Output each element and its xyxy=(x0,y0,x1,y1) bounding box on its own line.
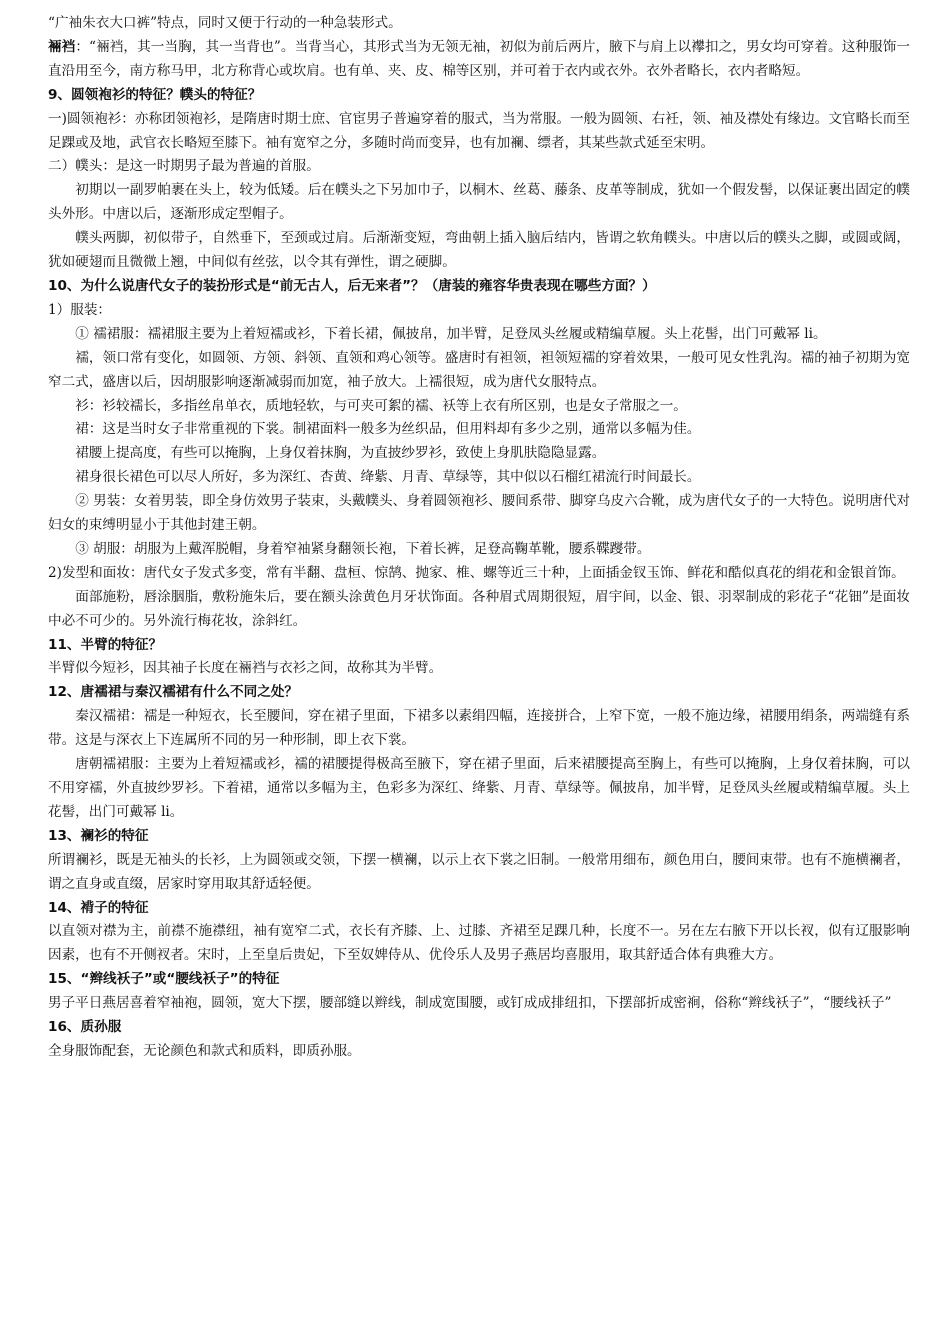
paragraph-9a: 一)圆领袍衫：亦称团领袍衫，是隋唐时期士庶、官宦男子普遍穿着的服式，当为常服。一般为圆领、右衽，领、袖及襟处有缘边。文官略长而至足踝或及地，武官衣长略短至膝下。袖有宽窄之分，多随时尚而变异，也有加襕、缥者，其某些款式延至宋明。 xyxy=(48,110,910,151)
paragraph-9d: 幞头两脚，初似带子，自然垂下，至颈或过肩。后渐渐变短，弯曲朝上插入脑后结内，皆谓之软角幞头。中唐以后的幞头之脚，或圆或阔，犹如硬翅而且微微上翘，中间似有丝弦，以令其有弹性，谓之硬脚。 xyxy=(48,230,910,271)
term-liangdang: 裲裆 xyxy=(48,38,76,55)
paragraph-11: 半臂似今短衫，因其袖子长度在裲裆与衣衫之间，故称其为半臂。 xyxy=(48,660,443,677)
paragraph-intro: “广袖朱衣大口裤”特点，同时又便于行动的一种急装形式。 xyxy=(48,15,402,31)
paragraph-14: 以直领对襟为主，前襟不施襟纽，袖有宽窄二式，衣长有齐膝、上、过膝、齐裙至足踝几种，长度不一。另在左右腋下开以长衩，似有辽服影响因素，也有不开侧衩者。宋时，上至皇后贵妃，下至奴婢侍从、优伶乐人及男子燕居均喜服用，取其舒适合体有典雅大方。 xyxy=(48,923,910,964)
paragraph-12a: 秦汉襦裙：襦是一种短衣，长至腰间，穿在裙子里面，下裙多以素绢四幅，连接拼合，上窄下宽，一般不施边缘，裙腰用绢条，两端缝有系带。这是与深衣上下连属所不同的另一种形制，即上衣下裳。 xyxy=(48,708,910,749)
paragraph-10i: ③ 胡服：胡服为上戴浑脱帽，身着窄袖紧身翻领长袍，下着长裤，足登高鞠革靴，腰系鞢躞带。 xyxy=(75,540,651,557)
paragraph-10g: 裙身很长裙色可以尽人所好，多为深红、杏黄、绛紫、月青、草绿等，其中似以石榴红裙流行时间最长。 xyxy=(75,469,701,486)
heading-14: 14、褙子的特征 xyxy=(48,899,149,916)
paragraph-10e: 裙：这是当时女子非常重视的下裳。制裙面料一般多为丝织品，但用料却有多少之别，通常以多幅为佳。 xyxy=(75,421,701,438)
heading-10: 10、为什么说唐代女子的装扮形式是“前无古人，后无来者”？（唐装的雍容华贵表现在哪些方面？） xyxy=(48,277,656,294)
paragraph-10k: 面部施粉，唇涂胭脂，敷粉施朱后，要在额头涂黄色月牙状饰面。各种眉式周期很短，眉宇间，以金、银、羽翠制成的彩花子“花钿”是面妆中必不可少的。另外流行梅花妆，涂斜红。 xyxy=(48,588,910,629)
heading-15: 15、“辫线袄子”或“腰线袄子”的特征 xyxy=(48,971,280,988)
paragraph-10j: 2)发型和面妆：唐代女子发式多变，常有半翻、盘桓、惊鹄、抛家、椎、螺等近三十种，上面插金钗玉饰、鲜花和酷似真花的绢花和金银首饰。 xyxy=(48,564,905,581)
paragraph-10f: 裙腰上提高度，有些可以掩胸，上身仅着抹胸，为直披纱罗衫，致使上身肌肤隐隐显露。 xyxy=(75,445,606,462)
paragraph-10h: ② 男装：女着男装，即全身仿效男子装束，头戴幞头、身着圆领袍衫、腰间系带、脚穿乌皮六合靴，成为唐代女子的一大特色。说明唐代对妇女的束缚明显小于其他封建王朝。 xyxy=(48,493,910,534)
paragraph-15: 男子平日燕居喜着窄袖袍，圆领，宽大下摆，腰部缝以辫线，制成宽围腰，或钉成成排纽扣，下摆部折成密裥，俗称“辫线袄子”，“腰线袄子” xyxy=(48,995,892,1012)
heading-12: 12、唐襦裙与秦汉襦裙有什么不同之处？ xyxy=(48,684,299,701)
heading-13: 13、襕衫的特征 xyxy=(48,827,149,844)
paragraph-10c: 襦，领口常有变化，如圆领、方领、斜领、直领和鸡心领等。盛唐时有袒领，袒领短襦的穿着效果，一般可见女性乳沟。襦的袖子初期为宽窄二式，盛唐以后，因胡服影响逐渐减弱而加宽，袖子放大。上襦很短，成为唐代女服特点。 xyxy=(48,349,910,390)
paragraph-13: 所谓襕衫，既是无袖头的长衫，上为圆领或交领，下摆一横襕，以示上衣下裳之旧制。一般常用细布，颜色用白，腰间束带。也有不施横襕者，谓之直身或直缀，居家时穿用取其舒适轻便。 xyxy=(48,851,910,892)
heading-16: 16、质孙服 xyxy=(48,1019,122,1036)
heading-11: 11、半臂的特征？ xyxy=(48,636,163,653)
paragraph-12b: 唐朝襦裙服：主要为上着短襦或衫，襦的裙腰提得极高至腋下，穿在裙子里面，后来裙腰提高至胸上，有些可以掩胸，上身仅着抹胸，可以不用穿襦，外直披纱罗衫。下着裙，通常以多幅为主，色彩多为深红、绛紫、月青、草绿等。佩披帛，加半臂，足登凤头丝履或精编草履。头上花髻，出门可戴幂 li。 xyxy=(48,756,910,820)
paragraph-liangdang xyxy=(48,36,910,84)
paragraph-10b: ① 襦裙服：襦裙服主要为上着短襦或衫，下着长裙，佩披帛，加半臂，足登凤头丝履或精编草履。头上花髻，出门可戴幂 li。 xyxy=(75,325,827,342)
paragraph-9b: 二）幞头：是这一时期男子最为普遍的首服。 xyxy=(48,158,320,175)
paragraph-10a: 1）服装： xyxy=(48,301,112,318)
paragraph-16: 全身服饰配套，无论颜色和款式和质料，即质孙服。 xyxy=(48,1042,361,1059)
paragraph-10d: 衫：衫较襦长，多指丝帛单衣，质地轻软，与可夹可絮的襦、袄等上衣有所区别，也是女子常服之一。 xyxy=(75,397,687,414)
heading-9: 9、圆领袍衫的特征？幞头的特征？ xyxy=(48,86,262,103)
paragraph-liangdang-body: ：“裲裆，其一当胸，其一当背也”。当背当心，其形式当为无领无袖，初似为前后两片，腋下与肩上以襻扣之，男女均可穿着。这种服饰一直沿用至今，南方称马甲，北方称背心或坎肩。也有单、夹、皮、棉等区别，并可着于衣内或衣外。衣外者略长，衣内者略短。 xyxy=(48,38,910,79)
paragraph-9c: 初期以一副罗帕裹在头上，较为低矮。后在幞头之下另加巾子，以桐木、丝葛、藤条、皮革等制成，犹如一个假发髻，以保证裹出固定的幞头外形。中唐以后，逐渐形成定型帽子。 xyxy=(48,182,910,223)
